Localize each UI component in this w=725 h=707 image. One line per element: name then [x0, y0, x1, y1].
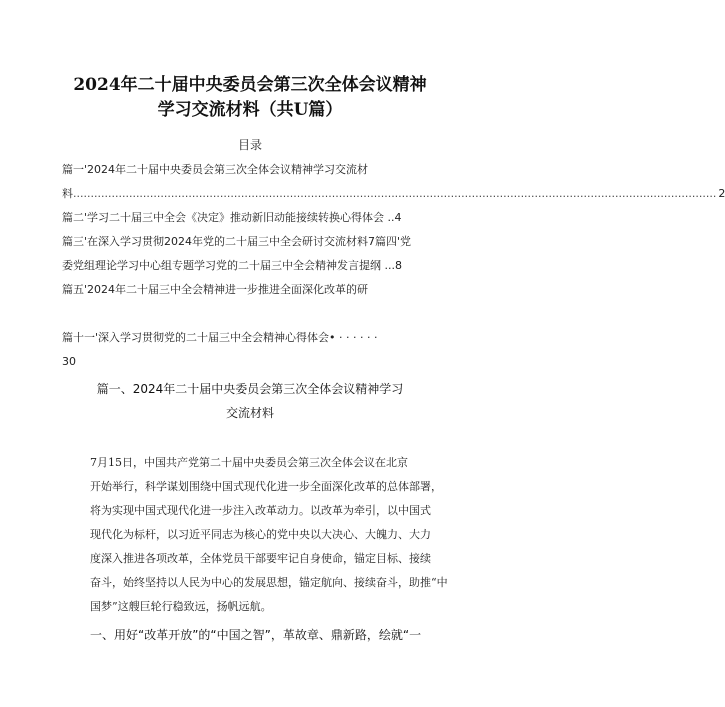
toc-entry-11-page: 30: [62, 355, 76, 368]
section-heading-line-2: 交流材料: [225, 406, 274, 420]
body-line-1: 7月15日，中国共产党第二十届中央委员会第三次全体会议在北京: [90, 456, 408, 469]
document-title-line-2: 学习交流材料（共U篇）: [157, 100, 343, 120]
body-line-7: 国梦”这艘巨轮行稳致远，扬帆远航。: [90, 600, 272, 613]
toc-entry-1-continued[interactable]: [62, 187, 725, 201]
toc-leader-dots: ........................................................................................................................................................................................: [73, 187, 717, 200]
toc-entry-3[interactable]: 篇三'在深入学习贯彻2024年党的二十届三中全会研讨交流材料7篇四'党: [62, 235, 412, 248]
toc-entry-5[interactable]: 篇五'2024年二十届三中全会精神进一步推进全面深化改革的研: [62, 283, 369, 296]
body-line-6: 奋斗，始终坚持以人民为中心的发展思想，锚定航向、接续奋斗，助推“中: [90, 576, 448, 589]
toc-entry-11[interactable]: 篇十一'深入学习贯彻党的二十届三中全会精神心得体会• · · · · · ·: [62, 331, 378, 344]
toc-page-number: 2: [718, 187, 725, 200]
toc-entry-2[interactable]: 篇二'学习二十届三中全会《决定》推动新旧动能接续转换心得体会 ..4: [62, 211, 402, 224]
toc-entry-4[interactable]: 委党组理论学习中心组专题学习党的二十届三中全会精神发言提纲 ...8: [62, 259, 402, 272]
section-heading-line-1: 篇一、2024年二十届中央委员会第三次全体会议精神学习: [96, 382, 404, 396]
body-line-2: 开始举行，科学谋划围绕中国式现代化进一步全面深化改革的总体部署，: [90, 480, 442, 493]
document-title-line-1: 2024年二十届中央委员会第三次全体会议精神: [73, 75, 427, 95]
body-line-5: 度深入推进各项改革，全体党员干部要牢记自身使命，锚定目标、接续: [90, 552, 431, 565]
body-subheading: 一、用好“改革开放”的“中国之智”，革故章、鼎新路，绘就“一: [90, 628, 422, 642]
toc-entry-lead: 料: [62, 187, 73, 200]
body-line-4: 现代化为标杆，以习近平同志为核心的党中央以大决心、大魄力、大力: [90, 528, 431, 541]
toc-entry-1[interactable]: 篇一'2024年二十届中央委员会第三次全体会议精神学习交流材: [62, 163, 369, 176]
toc-heading: 目录: [237, 138, 262, 152]
body-line-3: 将为实现中国式现代化进一步注入改革动力。以改革为牵引，以中国式: [90, 504, 431, 517]
